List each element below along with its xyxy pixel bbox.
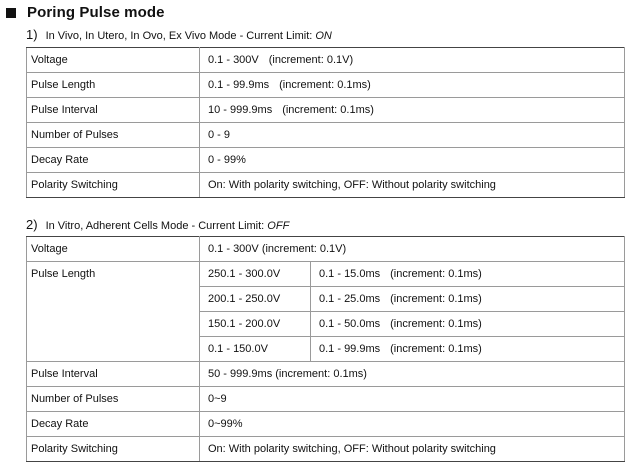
row-note: (increment: 0.1ms) [390,343,482,355]
page-title-text: Poring Pulse mode [27,3,165,21]
section1-heading [26,27,332,42]
row-value: On: With polarity switching, OFF: Without polarity switching [208,179,496,191]
row-value-cell [200,98,625,123]
row-label: Pulse Length [27,73,200,98]
polarity-value: On: With polarity switching, OFF: Without polarity switching [200,437,625,462]
row-note: (increment: 0.1ms) [390,293,482,305]
table-row [27,387,625,412]
row-note: (increment: 0.1ms) [390,268,482,280]
voltage-value: 0.1 - 300V (increment: 0.1V) [200,237,625,262]
table-row [27,262,625,287]
decay-rate-value: 0~99% [200,412,625,437]
pulse-length-cell [311,312,625,337]
section2-limit: OFF [267,220,290,232]
page-title [6,2,165,22]
section2-heading [26,217,289,232]
num-pulses-value: 0~9 [200,387,625,412]
row-note: (increment: 0.1ms) [279,79,371,91]
voltage-range: 250.1 - 300.0V [200,262,311,287]
pulse-length-label: Pulse Length [27,262,200,362]
voltage-range: 0.1 - 150.0V [200,337,311,362]
row-value: 10 - 999.9ms [208,104,273,116]
pulse-length-value: 0.1 - 15.0ms [319,268,381,280]
row-label: Voltage [27,48,200,73]
num-pulses-label: Number of Pulses [27,387,200,412]
section1-limit: ON [315,30,332,42]
row-note: (increment: 0.1ms) [282,104,374,116]
table-row [27,73,625,98]
row-value-cell [200,148,625,173]
row-value-cell [200,123,625,148]
square-bullet-icon [6,8,16,18]
row-value: 0.1 - 99.9ms [208,79,270,91]
table-row [27,437,625,462]
table-row [27,237,625,262]
table-row [27,123,625,148]
table-row [27,48,625,73]
section1-table [26,47,625,198]
table-row [27,412,625,437]
row-value-cell [200,48,625,73]
polarity-label: Polarity Switching [27,437,200,462]
pulse-length-cell [311,287,625,312]
section2-heading-text: In Vitro, Adherent Cells Mode - Current Limit: [45,220,268,232]
row-label: Number of Pulses [27,123,200,148]
section1-number: 1) [26,27,38,42]
row-note: (increment: 0.1V) [268,54,354,66]
voltage-range: 200.1 - 250.0V [200,287,311,312]
pulse-interval-value: 50 - 999.9ms (increment: 0.1ms) [200,362,625,387]
section2-number: 2) [26,217,38,232]
pulse-interval-label: Pulse Interval [27,362,200,387]
voltage-range: 150.1 - 200.0V [200,312,311,337]
row-label: Polarity Switching [27,173,200,198]
row-value-cell [200,73,625,98]
section1-heading-text: In Vivo, In Utero, In Ovo, Ex Vivo Mode - Current Limit: [45,30,316,42]
row-note: (increment: 0.1ms) [390,318,482,330]
row-value: 0.1 - 300V [208,54,259,66]
table-row [27,98,625,123]
pulse-length-value: 0.1 - 25.0ms [319,293,381,305]
decay-rate-label: Decay Rate [27,412,200,437]
row-value: 0 - 99% [208,154,246,166]
pulse-length-value: 0.1 - 50.0ms [319,318,381,330]
pulse-length-value: 0.1 - 99.9ms [319,343,381,355]
table-row [27,173,625,198]
row-label: Decay Rate [27,148,200,173]
row-value: 0 - 9 [208,129,231,141]
pulse-length-cell [311,262,625,287]
table-row [27,148,625,173]
row-value-cell [200,173,625,198]
section2-table [26,236,625,462]
table-row [27,362,625,387]
row-label: Pulse Interval [27,98,200,123]
pulse-length-cell [311,337,625,362]
voltage-label: Voltage [27,237,200,262]
